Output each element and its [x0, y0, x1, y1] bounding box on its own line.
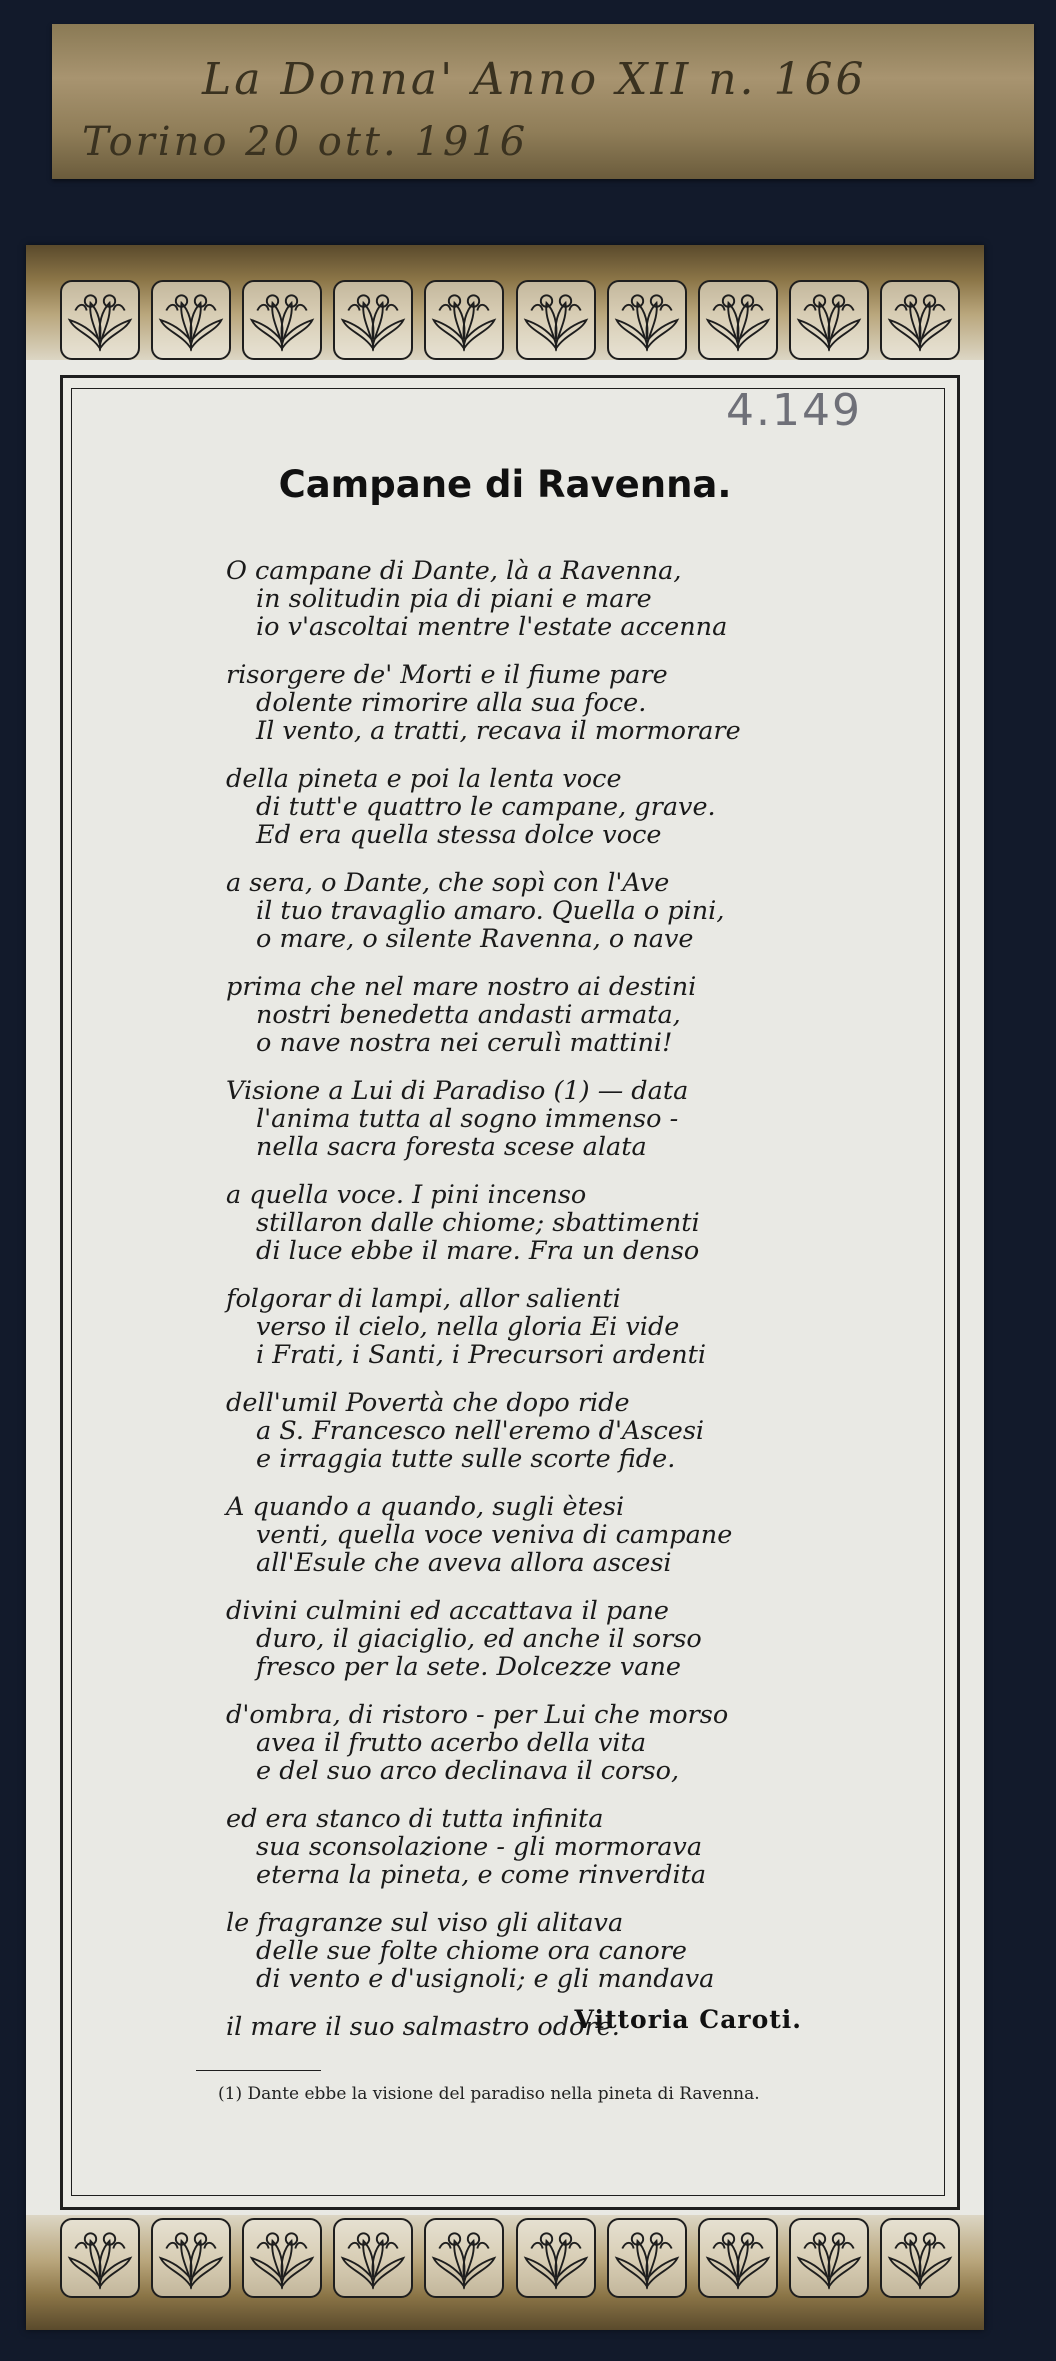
poem-verse: e del suo arco declinava il corso, [256, 1756, 680, 1786]
poem-verse: della pineta e poi la lenta voce [226, 764, 622, 794]
poem-verse: il mare il suo salmastro odore. [226, 2012, 620, 2042]
poem-verse: o nave nostra nei cerulì mattini! [256, 1028, 673, 1058]
floral-motif-icon [789, 280, 869, 360]
clipping-sheet [26, 245, 984, 2330]
poem-verse: dell'umil Povertà che dopo ride [226, 1388, 630, 1418]
poem-verse: Ed era quella stessa dolce voce [256, 820, 662, 850]
poem-verse: all'Esule che aveva allora ascesi [256, 1548, 672, 1578]
poem-verse: prima che nel mare nostro ai destini [226, 972, 697, 1002]
poem-stanza [226, 1805, 926, 1889]
footnote-rule [196, 2070, 321, 2071]
floral-motif-icon [698, 2218, 778, 2298]
poem-stanza [226, 765, 926, 849]
label-line-2: Torino 20 ott. 1916 [82, 119, 529, 165]
poem-verse: e irraggia tutte sulle scorte fide. [256, 1444, 676, 1474]
poem-verse: divini culmini ed accattava il pane [226, 1596, 669, 1626]
poem-verse: i Frati, i Santi, i Precursori ardenti [256, 1340, 707, 1370]
floral-motif-icon [151, 280, 231, 360]
poem-verse: venti, quella voce veniva di campane [256, 1520, 733, 1550]
poem-verse: o mare, o silente Ravenna, o nave [256, 924, 694, 954]
poem-verse: d'ombra, di ristoro - per Lui che morso [226, 1700, 729, 1730]
floral-motif-icon [789, 2218, 869, 2298]
poem-verse: fresco per la sete. Dolcezze vane [256, 1652, 681, 1682]
poem-verse: duro, il giaciglio, ed anche il sorso [256, 1624, 702, 1654]
poem-verse: a sera, o Dante, che sopì con l'Ave [226, 868, 670, 898]
poem-body [226, 557, 926, 2061]
footnote: (1) Dante ebbe la visione del paradiso nella pineta di Ravenna. [218, 2084, 760, 2104]
floral-motif-icon [60, 280, 140, 360]
poem-verse: di vento e d'usignoli; e gli mandava [256, 1964, 715, 1994]
poem-stanza [226, 661, 926, 745]
poem-stanza [226, 1285, 926, 1369]
poem-verse: nella sacra foresta scese alata [256, 1132, 647, 1162]
poem-verse: verso il cielo, nella gloria Ei vide [256, 1312, 680, 1342]
poem-verse: nostri benedetta andasti armata, [256, 1000, 681, 1030]
floral-motif-icon [607, 2218, 687, 2298]
poem-title: Campane di Ravenna. [278, 463, 732, 506]
floral-motif-icon [60, 2218, 140, 2298]
label-line-1: La Donna' Anno XII n. 166 [202, 54, 867, 105]
poem-stanza [226, 1077, 926, 1161]
bottom-floral-border [60, 2218, 960, 2300]
poem-stanza [226, 1389, 926, 1473]
poem-verse: A quando a quando, sugli ètesi [226, 1492, 625, 1522]
poem-verse: a quella voce. I pini incenso [226, 1180, 587, 1210]
floral-motif-icon [242, 280, 322, 360]
poem-verse: le fragranze sul viso gli alitava [226, 1908, 624, 1938]
floral-motif-icon [607, 280, 687, 360]
poem-verse: ed era stanco di tutta infinita [226, 1804, 604, 1834]
poem-verse: delle sue folte chiome ora canore [256, 1936, 687, 1966]
floral-motif-icon [424, 280, 504, 360]
poem-verse: stillaron dalle chiome; sbattimenti [256, 1208, 700, 1238]
poem-verse: folgorar di lampi, allor salienti [226, 1284, 621, 1314]
floral-motif-icon [516, 2218, 596, 2298]
floral-motif-icon [424, 2218, 504, 2298]
poem-stanza [226, 1597, 926, 1681]
top-floral-border [60, 280, 960, 362]
poem-verse: a S. Francesco nell'eremo d'Ascesi [256, 1416, 705, 1446]
poem-stanza [226, 1701, 926, 1785]
poem-verse: di tutt'e quattro le campane, grave. [256, 792, 716, 822]
poem-verse: eterna la pineta, e come rinverdita [256, 1860, 707, 1890]
floral-motif-icon [242, 2218, 322, 2298]
poem-verse: dolente rimorire alla sua foce. [256, 688, 647, 718]
poem-verse: O campane di Dante, là a Ravenna, [226, 556, 682, 586]
floral-motif-icon [333, 280, 413, 360]
poem-stanza [226, 557, 926, 641]
poem-author: Vittoria Caroti. [574, 2005, 802, 2034]
floral-motif-icon [880, 2218, 960, 2298]
poem-verse: in solitudin pia di piani e mare [256, 584, 652, 614]
poem-verse: di luce ebbe il mare. Fra un denso [256, 1236, 700, 1266]
poem-stanza [226, 1181, 926, 1265]
pencil-reference-number: 4.149 [726, 385, 862, 436]
floral-motif-icon [333, 2218, 413, 2298]
poem-stanza [226, 869, 926, 953]
poem-stanza [226, 973, 926, 1057]
poem-verse: sua sconsolazione - gli mormorava [256, 1832, 703, 1862]
poem-stanza [226, 1493, 926, 1577]
floral-motif-icon [516, 280, 596, 360]
poem-verse: avea il frutto acerbo della vita [256, 1728, 647, 1758]
poem-verse: risorgere de' Morti e il fiume pare [226, 660, 668, 690]
poem-verse: Visione a Lui di Paradiso (1) — data [226, 1076, 689, 1106]
floral-motif-icon [151, 2218, 231, 2298]
floral-motif-icon [880, 280, 960, 360]
handwritten-label-strip [52, 24, 1034, 179]
poem-stanza [226, 1909, 926, 1993]
poem-verse: l'anima tutta al sogno immenso - [256, 1104, 679, 1134]
poem-verse: Il vento, a tratti, recava il mormorare [256, 716, 741, 746]
floral-motif-icon [698, 280, 778, 360]
poem-verse: il tuo travaglio amaro. Quella o pini, [256, 896, 725, 926]
poem-verse: io v'ascoltai mentre l'estate accenna [256, 612, 728, 642]
